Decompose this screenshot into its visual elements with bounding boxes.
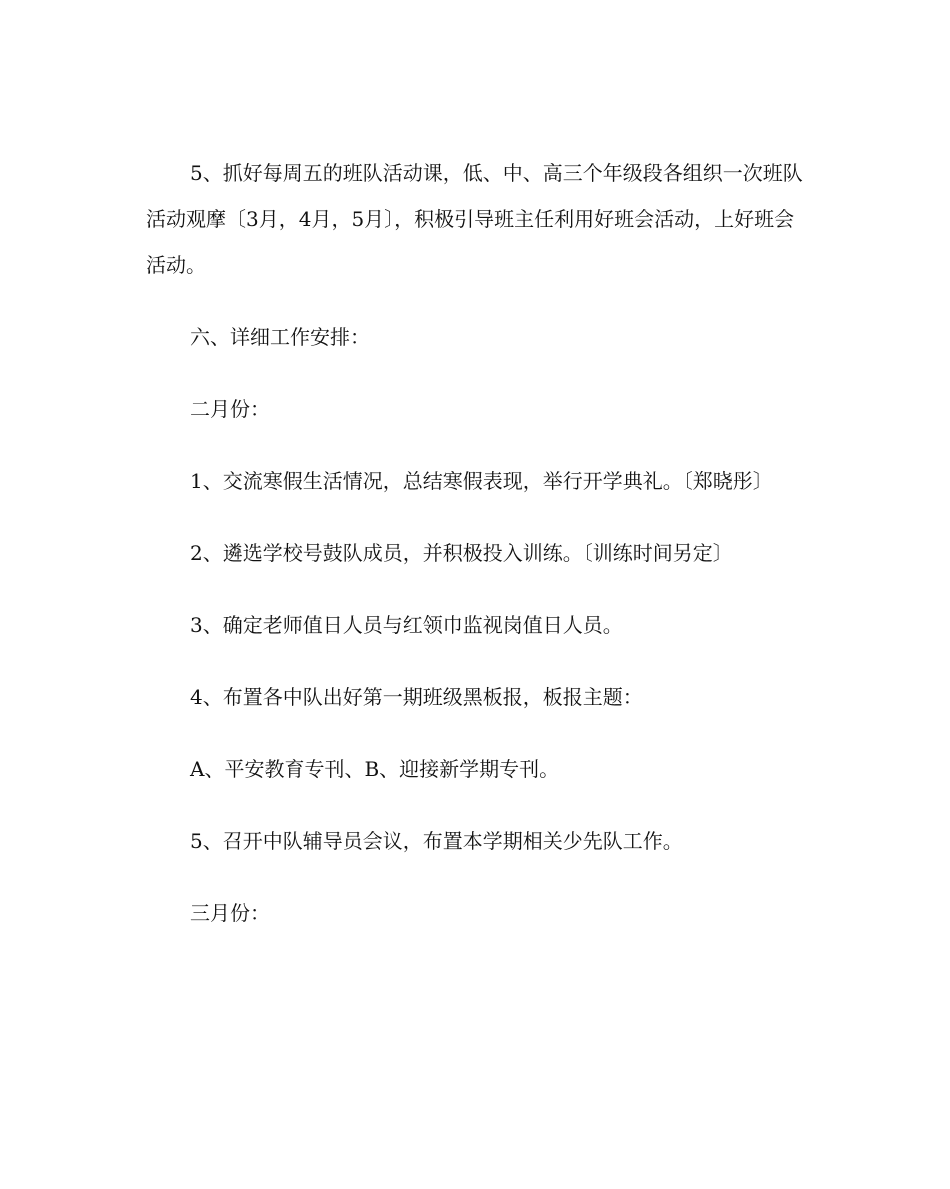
paragraph-item-3-duty-staff: 3、确定老师值日人员与红领巾监视岗值日人员。 [190,613,623,637]
paragraph-gap [146,432,806,458]
section-heading-work-arrangement: 六、详细工作安排： [190,325,370,349]
paragraph-gap [146,576,806,602]
paragraph-gap [146,504,806,530]
paragraph-item-5-counselor-meeting: 5、召开中队辅导员会议，布置本学期相关少先队工作。 [190,829,683,853]
paragraph-gap [146,360,806,386]
paragraph-item-1-opening-ceremony: 1、交流寒假生活情况，总结寒假表现，举行开学典礼。〔郑晓彤〕 [190,469,773,493]
document-body [146,150,806,936]
paragraph-gap [146,288,806,314]
paragraph-gap [146,864,806,890]
paragraph-item-5-class-activity: 5、抓好每周五的班队活动课，低、中、高三个年级段各组织一次班队活动观摩〔3月，4月，5月〕，积极引导班主任利用好班会活动，上好班会活动。 [146,161,803,277]
paragraph-item-4-blackboard: 4、布置各中队出好第一期班级黑板报，板报主题： [190,685,643,709]
paragraph-blackboard-topics: A、平安教育专刊、B、迎接新学期专刊。 [190,757,560,781]
paragraph-item-2-drum-team: 2、遴选学校号鼓队成员，并积极投入训练。〔训练时间另定〕 [190,541,733,565]
paragraph-gap [146,648,806,674]
month-heading-february: 二月份： [190,397,270,421]
paragraph-gap [146,720,806,746]
paragraph-gap [146,792,806,818]
month-heading-march: 三月份： [190,901,270,925]
